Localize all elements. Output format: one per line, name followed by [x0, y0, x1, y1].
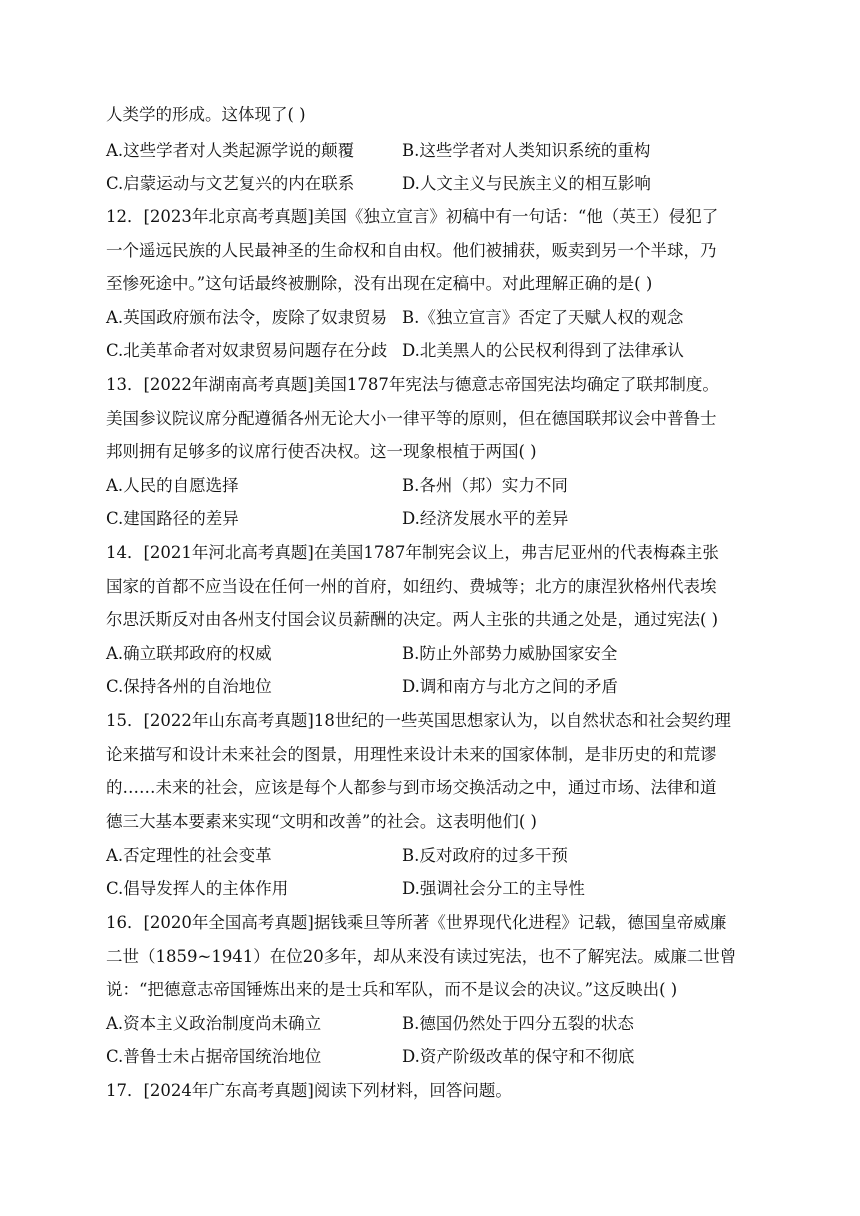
q14-stem-line-2: 国家的首都不应当设在任何一州的首府，如纽约、费城等；北方的康涅狄格州代表埃 — [106, 577, 717, 596]
q11-options-row-1 — [0, 140, 860, 162]
q17-stem-line-1: 17．[2024年广东高考真题]阅读下列材料，回答问题。 — [106, 1081, 512, 1100]
q15-stem-line-1: 15．[2022年山东高考真题]18世纪的一些英国思想家认为，以自然状态和社会契约理 — [106, 711, 731, 730]
q12-options-row-2 — [0, 340, 860, 362]
q16-option-b: B.德国仍然处于四分五裂的状态 — [402, 1014, 634, 1033]
q12-option-a: A.英国政府颁布法令，废除了奴隶贸易 — [106, 308, 388, 327]
q14-stem-line-1: 14．[2021年河北高考真题]在美国1787年制宪会议上，弗吉尼亚州的代表梅森主张 — [106, 543, 719, 562]
q16-option-d: D.资产阶级改革的保守和不彻底 — [402, 1047, 635, 1066]
q16-option-a: A.资本主义政治制度尚未确立 — [106, 1014, 322, 1033]
q13-options-row-1 — [0, 475, 860, 497]
q14-option-a: A.确立联邦政府的权威 — [106, 644, 272, 663]
q12-options-row-1 — [0, 307, 860, 329]
q12-stem-line-1: 12．[2023年北京高考真题]美国《独立宣言》初稿中有一句话：“他（英王）侵犯了 — [106, 207, 719, 226]
q13-option-a: A.人民的自愿选择 — [106, 476, 239, 495]
q16-options-row-2 — [0, 1046, 860, 1068]
q15-stem-line-4: 德三大基本要素来实现“文明和改善”的社会。这表明他们( ) — [106, 812, 537, 831]
q11-option-b: B.这些学者对人类知识系统的重构 — [402, 141, 651, 160]
q12-option-c: C.北美革命者对奴隶贸易问题存在分歧 — [106, 341, 388, 360]
q13-option-c: C.建国路径的差异 — [106, 509, 239, 528]
q12-option-d: D.北美黑人的公民权利得到了法律承认 — [402, 341, 684, 360]
q16-stem-line-1: 16．[2020年全国高考真题]据钱乘旦等所著《世界现代化进程》记载，德国皇帝威廉 — [106, 913, 727, 932]
q13-stem-line-1: 13．[2022年湖南高考真题]美国1787年宪法与德意志帝国宪法均确定了联邦制度。 — [106, 375, 719, 394]
q12-option-b: B.《独立宣言》否定了天赋人权的观念 — [402, 308, 684, 327]
q15-stem-line-2: 论来描写和设计未来社会的图景，用理性来设计未来的国家体制，是非历史的和荒谬 — [106, 745, 717, 764]
q14-option-b: B.防止外部势力威胁国家安全 — [402, 644, 618, 663]
q11-option-a: A.这些学者对人类起源学说的颠覆 — [106, 141, 355, 160]
q11-options-row-2 — [0, 173, 860, 195]
q16-stem-line-2: 二世（1859~1941）在位20多年，却从来没有读过宪法，也不了解宪法。威廉二世曾 — [106, 947, 737, 966]
q13-stem-line-2: 美国参议院议席分配遵循各州无论大小一律平等的原则，但在德国联邦议会中普鲁士 — [106, 409, 717, 428]
q15-option-c: C.倡导发挥人的主体作用 — [106, 879, 289, 898]
q14-options-row-2 — [0, 676, 860, 698]
q13-stem-line-3: 邦则拥有足够多的议席行使否决权。这一现象根植于两国( ) — [106, 442, 537, 461]
q16-stem-line-3: 说：“把德意志帝国锤炼出来的是士兵和军队，而不是议会的决议。”这反映出( ) — [106, 980, 678, 999]
q13-option-b: B.各州（邦）实力不同 — [402, 476, 568, 495]
q15-options-row-2 — [0, 878, 860, 900]
q16-option-c: C.普鲁士未占据帝国统治地位 — [106, 1047, 322, 1066]
q14-option-c: C.保持各州的自治地位 — [106, 677, 272, 696]
q11-option-d: D.人文主义与民族主义的相互影响 — [402, 174, 651, 193]
q15-option-b: B.反对政府的过多干预 — [402, 846, 568, 865]
q13-options-row-2 — [0, 508, 860, 530]
q14-options-row-1 — [0, 643, 860, 665]
q12-stem-line-2: 一个遥远民族的人民最神圣的生命权和自由权。他们被捕获，贩卖到另一个半球，乃 — [106, 241, 717, 260]
q11-stem-tail: 人类学的形成。这体现了( ) — [106, 105, 306, 124]
q15-option-a: A.否定理性的社会变革 — [106, 846, 272, 865]
q15-options-row-1 — [0, 845, 860, 867]
q15-option-d: D.强调社会分工的主导性 — [402, 879, 585, 898]
q16-options-row-1 — [0, 1013, 860, 1035]
q13-option-d: D.经济发展水平的差异 — [402, 509, 569, 528]
q14-option-d: D.调和南方与北方之间的矛盾 — [402, 677, 618, 696]
q11-option-c: C.启蒙运动与文艺复兴的内在联系 — [106, 174, 355, 193]
q14-stem-line-3: 尔思沃斯反对由各州支付国会议员薪酬的决定。两人主张的共通之处是，通过宪法( ) — [106, 610, 719, 629]
q12-stem-line-3: 至惨死途中。”这句话最终被删除，没有出现在定稿中。对此理解正确的是( ) — [106, 274, 653, 293]
q15-stem-line-3: 的……未来的社会，应该是每个人都参与到市场交换活动之中，通过市场、法律和道 — [106, 778, 717, 797]
